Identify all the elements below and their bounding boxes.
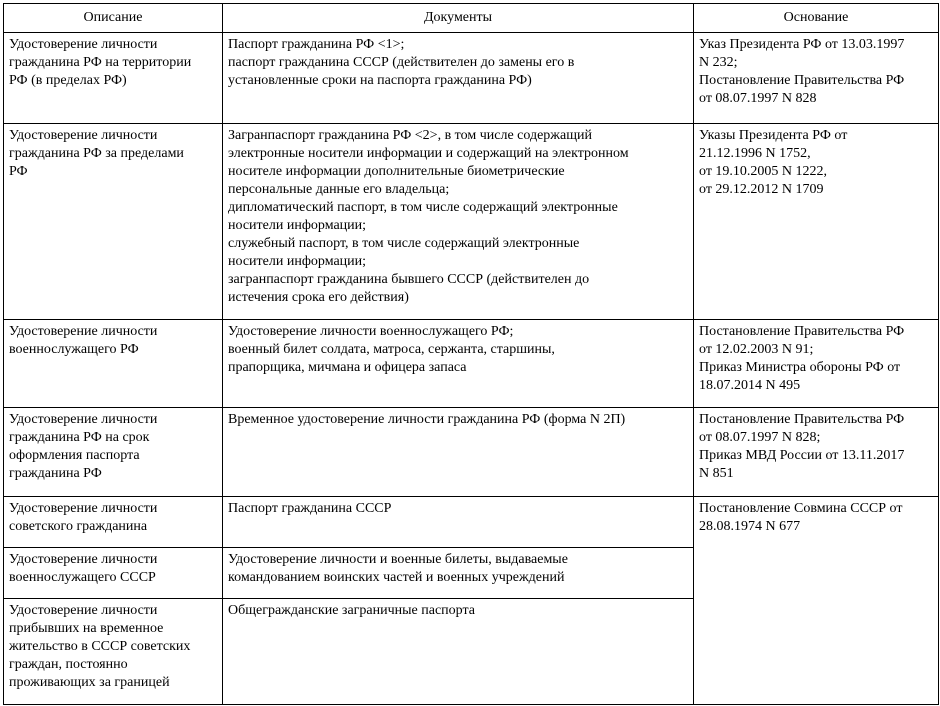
text-line: Временное удостоверение личности гражданина РФ (форма N 2П) bbox=[228, 412, 626, 427]
text-line: загранпаспорт гражданина бывшего СССР (действителен до bbox=[228, 272, 590, 287]
text-line: Удостоверение личности военнослужащего РФ; bbox=[228, 324, 514, 339]
text-line: персональные данные его владельца; bbox=[228, 182, 450, 197]
text-line: Удостоверение личности и военные билеты, выдаваемые bbox=[228, 552, 568, 567]
text-line: от 19.10.2005 N 1222, bbox=[699, 164, 828, 179]
text-line: дипломатический паспорт, в том числе содержащий электронные bbox=[228, 200, 618, 215]
table-row bbox=[4, 124, 939, 320]
text-line: гражданина РФ на срок bbox=[9, 430, 150, 445]
text-line: носители информации; bbox=[228, 218, 367, 233]
text-line: 18.07.2014 N 495 bbox=[699, 378, 801, 393]
text-line: служебный паспорт, в том числе содержащий электронные bbox=[228, 236, 580, 251]
text-line: Указ Президента РФ от 13.03.1997 bbox=[699, 37, 905, 52]
basis-cell bbox=[694, 408, 939, 497]
text-line: 28.08.1974 N 677 bbox=[699, 519, 801, 534]
text-line: Удостоверение личности bbox=[9, 128, 158, 143]
text-line: оформления паспорта bbox=[9, 448, 140, 463]
basis-cell bbox=[694, 33, 939, 124]
text-line: Паспорт гражданина СССР bbox=[228, 501, 392, 516]
text-line: Удостоверение личности bbox=[9, 603, 158, 618]
description-cell bbox=[4, 33, 223, 124]
text-line: проживающих за границей bbox=[9, 675, 170, 690]
text-line: от 08.07.1997 N 828; bbox=[699, 430, 821, 445]
table-row bbox=[4, 408, 939, 497]
text-line: Загранпаспорт гражданина РФ <2>, в том числе содержащий bbox=[228, 128, 592, 143]
text-line: Приказ МВД России от 13.11.2017 bbox=[699, 448, 905, 463]
text-line: РФ (в пределах РФ) bbox=[9, 73, 127, 88]
description-cell bbox=[4, 124, 223, 320]
text-line: РФ bbox=[9, 164, 28, 179]
text-line: истечения срока его действия) bbox=[228, 290, 409, 305]
text-line: от 08.07.1997 N 828 bbox=[699, 91, 817, 106]
text-line: носители информации; bbox=[228, 254, 367, 269]
table-row bbox=[4, 320, 939, 408]
text-line: Удостоверение личности bbox=[9, 412, 158, 427]
description-cell bbox=[4, 408, 223, 497]
text-line: советского гражданина bbox=[9, 519, 148, 534]
text-line: электронные носители информации и содержащий на электронном bbox=[228, 146, 629, 161]
text-line: Постановление Правительства РФ bbox=[699, 324, 905, 339]
text-line: Удостоверение личности bbox=[9, 324, 158, 339]
documents-cell bbox=[223, 320, 694, 408]
text-line: Удостоверение личности bbox=[9, 552, 158, 567]
description-cell bbox=[4, 320, 223, 408]
text-line: гражданина РФ за пределами bbox=[9, 146, 184, 161]
text-line: 21.12.1996 N 1752, bbox=[699, 146, 811, 161]
documents-cell bbox=[223, 124, 694, 320]
description-cell bbox=[4, 548, 223, 599]
table-row bbox=[4, 497, 939, 548]
text-line: от 12.02.2003 N 91; bbox=[699, 342, 814, 357]
header-description: Описание bbox=[4, 4, 223, 33]
text-line: Удостоверение личности bbox=[9, 501, 158, 516]
text-line: военнослужащего РФ bbox=[9, 342, 139, 357]
text-line: Приказ Министра обороны РФ от bbox=[699, 360, 901, 375]
text-line: установленные сроки на паспорта гражданина РФ) bbox=[228, 73, 532, 88]
text-line: прапорщика, мичмана и офицера запаса bbox=[228, 360, 467, 375]
text-line: командованием воинских частей и военных учреждений bbox=[228, 570, 565, 585]
basis-cell bbox=[694, 497, 939, 705]
text-line: гражданина РФ bbox=[9, 466, 102, 481]
basis-cell bbox=[694, 124, 939, 320]
text-line: паспорт гражданина СССР (действителен до замены его в bbox=[228, 55, 575, 70]
text-line: N 232; bbox=[699, 55, 738, 70]
header-row bbox=[4, 4, 939, 33]
text-line: Постановление Правительства РФ bbox=[699, 412, 905, 427]
table-row bbox=[4, 33, 939, 124]
header-basis: Основание bbox=[694, 4, 939, 33]
text-line: Постановление Совмина СССР от bbox=[699, 501, 903, 516]
text-line: от 29.12.2012 N 1709 bbox=[699, 182, 824, 197]
documents-cell bbox=[223, 33, 694, 124]
text-line: гражданина РФ на территории bbox=[9, 55, 192, 70]
header-documents: Документы bbox=[223, 4, 694, 33]
text-line: N 851 bbox=[699, 466, 734, 481]
documents-cell bbox=[223, 497, 694, 548]
text-line: жительство в СССР советских bbox=[9, 639, 191, 654]
text-line: Удостоверение личности bbox=[9, 37, 158, 52]
documents-table bbox=[3, 3, 939, 705]
basis-cell bbox=[694, 320, 939, 408]
description-cell bbox=[4, 599, 223, 705]
documents-cell bbox=[223, 548, 694, 599]
text-line: прибывших на временное bbox=[9, 621, 164, 636]
text-line: Паспорт гражданина РФ <1>; bbox=[228, 37, 405, 52]
text-line: военнослужащего СССР bbox=[9, 570, 156, 585]
text-line: Общегражданские заграничные паспорта bbox=[228, 603, 475, 618]
text-line: Указы Президента РФ от bbox=[699, 128, 848, 143]
documents-cell bbox=[223, 599, 694, 705]
description-cell bbox=[4, 497, 223, 548]
text-line: граждан, постоянно bbox=[9, 657, 128, 672]
text-line: носителе информации дополнительные биометрические bbox=[228, 164, 565, 179]
text-line: военный билет солдата, матроса, сержанта, старшины, bbox=[228, 342, 555, 357]
documents-cell bbox=[223, 408, 694, 497]
text-line: Постановление Правительства РФ bbox=[699, 73, 905, 88]
